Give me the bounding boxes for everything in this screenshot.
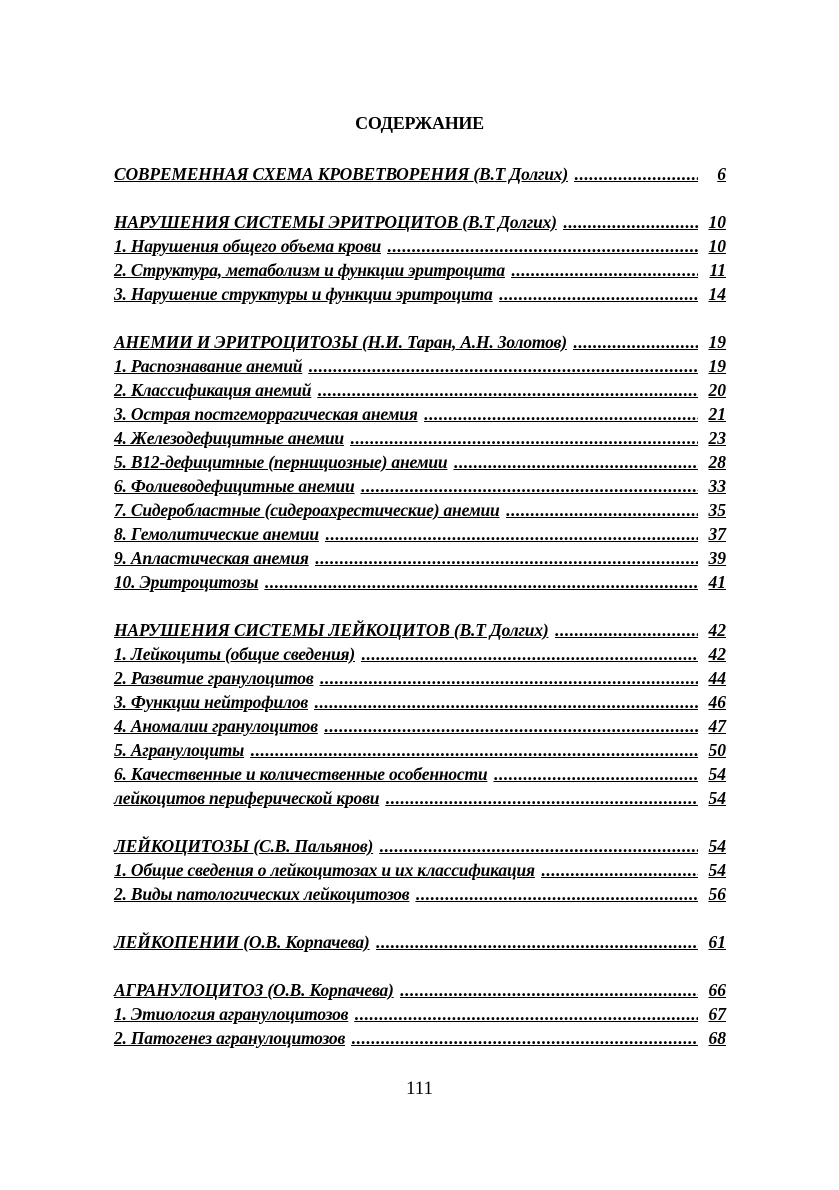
toc-entry-title: 2. Структура, метаболизм и функции эритроцита bbox=[114, 260, 505, 280]
toc-entry-page: 11 bbox=[709, 260, 726, 280]
dot-leader bbox=[555, 618, 699, 642]
dot-leader bbox=[250, 738, 698, 762]
toc-entry-title: 1. Лейкоциты (общие сведения) bbox=[114, 644, 355, 664]
toc-entry[interactable] bbox=[114, 714, 726, 738]
toc-entry-page: 54 bbox=[708, 836, 726, 856]
toc-entry-page: 42 bbox=[708, 644, 726, 664]
toc-entry-title: НАРУШЕНИЯ СИСТЕМЫ ЛЕЙКОЦИТОВ (В.Т Долгих) bbox=[114, 620, 549, 640]
toc-entry-title: ЛЕЙКОПЕНИИ (О.В. Корпачева) bbox=[114, 932, 370, 952]
toc-entry[interactable] bbox=[114, 858, 726, 882]
toc-entry-title: 9. Апластическая анемия bbox=[114, 548, 309, 568]
toc-entry-title: СОВРЕМЕННАЯ СХЕМА КРОВЕТВОРЕНИЯ (В.Т Долгих) bbox=[114, 164, 568, 184]
dot-leader bbox=[493, 762, 698, 786]
toc-entry-page: 56 bbox=[708, 884, 726, 904]
dot-leader bbox=[350, 426, 698, 450]
toc-entry-title: 4. Аномалии гранулоцитов bbox=[114, 716, 318, 736]
toc-entry-page: 50 bbox=[708, 740, 726, 760]
toc-entry[interactable] bbox=[114, 378, 726, 402]
toc-entry-page: 46 bbox=[708, 692, 726, 712]
toc-entry[interactable] bbox=[114, 546, 726, 570]
toc-entry-title: 3. Функции нейтрофилов bbox=[114, 692, 309, 712]
toc-entry[interactable] bbox=[114, 1002, 726, 1026]
toc-entry-page: 47 bbox=[708, 716, 726, 736]
toc-entry-title: 2. Виды патологических лейкоцитозов bbox=[114, 884, 410, 904]
toc-entry-title: 5. Агранулоциты bbox=[114, 740, 245, 760]
toc-entry-title: 1. Распознавание анемий bbox=[114, 356, 303, 376]
toc-section bbox=[114, 162, 726, 186]
toc-entry-title: НАРУШЕНИЯ СИСТЕМЫ ЭРИТРОЦИТОВ (В.Т Долгих) bbox=[114, 212, 557, 232]
dot-leader bbox=[385, 786, 698, 810]
dot-leader bbox=[317, 378, 698, 402]
toc-entry-page: 28 bbox=[708, 452, 726, 472]
dot-leader bbox=[324, 714, 698, 738]
toc-entry-page: 67 bbox=[708, 1004, 726, 1024]
toc-section bbox=[114, 834, 726, 906]
toc-entry[interactable] bbox=[114, 474, 726, 498]
toc-entry[interactable] bbox=[114, 738, 726, 762]
toc-section bbox=[114, 930, 726, 954]
dot-leader bbox=[574, 162, 698, 186]
toc-entry[interactable] bbox=[114, 498, 726, 522]
dot-leader bbox=[264, 570, 698, 594]
dot-leader bbox=[511, 258, 698, 282]
toc-section bbox=[114, 618, 726, 810]
toc-chapter-entry[interactable] bbox=[114, 834, 726, 858]
toc-chapter-entry[interactable] bbox=[114, 978, 726, 1002]
toc-entry-page: 33 bbox=[708, 476, 726, 496]
toc-entry-title: 10. Эритроцитозы bbox=[114, 572, 259, 592]
toc-entry[interactable] bbox=[114, 882, 726, 906]
toc-entry-title: 5. В12-дефицитные (пернициозные) анемии bbox=[114, 452, 448, 472]
dot-leader bbox=[325, 522, 698, 546]
toc-entry-title: лейкоцитов периферической крови bbox=[114, 788, 380, 808]
toc-entry-title: 6. Фолиеводефицитные анемии bbox=[114, 476, 355, 496]
toc-chapter-entry[interactable] bbox=[114, 162, 726, 186]
toc-section bbox=[114, 210, 726, 306]
toc-entry-title: 2. Патогенез агранулоцитозов bbox=[114, 1028, 346, 1048]
page-title: СОДЕРЖАНИЕ bbox=[355, 113, 484, 133]
dot-leader bbox=[379, 834, 698, 858]
toc-entry-title: АГРАНУЛОЦИТОЗ (О.В. Корпачева) bbox=[114, 980, 394, 1000]
toc-entry-page: 54 bbox=[708, 764, 726, 784]
toc-entry-page: 10 bbox=[708, 236, 726, 256]
toc-entry[interactable] bbox=[114, 762, 726, 786]
toc-entry-page: 23 bbox=[708, 428, 726, 448]
toc-entry-page: 6 bbox=[717, 164, 726, 184]
dot-leader bbox=[541, 858, 698, 882]
toc-entry-title: 2. Классификация анемий bbox=[114, 380, 312, 400]
toc-chapter-entry[interactable] bbox=[114, 210, 726, 234]
dot-leader bbox=[563, 210, 698, 234]
dot-leader bbox=[314, 690, 698, 714]
toc-entry-title: 3. Нарушение структуры и функции эритроцита bbox=[114, 284, 493, 304]
toc-entry-page: 39 bbox=[708, 548, 726, 568]
toc-entry-title: 8. Гемолитические анемии bbox=[114, 524, 319, 544]
dot-leader bbox=[315, 546, 698, 570]
dot-leader bbox=[573, 330, 698, 354]
dot-leader bbox=[376, 930, 698, 954]
toc-entry-page: 35 bbox=[708, 500, 726, 520]
toc-entry[interactable] bbox=[114, 1026, 726, 1050]
toc-entry[interactable] bbox=[114, 450, 726, 474]
table-of-contents bbox=[114, 162, 726, 1074]
toc-entry-page: 68 bbox=[708, 1028, 726, 1048]
dot-leader bbox=[424, 402, 698, 426]
toc-entry[interactable] bbox=[114, 642, 726, 666]
toc-entry[interactable] bbox=[114, 354, 726, 378]
toc-entry-page: 54 bbox=[708, 860, 726, 880]
dot-leader bbox=[354, 1002, 698, 1026]
toc-section bbox=[114, 330, 726, 594]
toc-entry-page: 19 bbox=[708, 356, 726, 376]
dot-leader bbox=[308, 354, 698, 378]
toc-entry-title: 3. Острая постгеморрагическая анемия bbox=[114, 404, 418, 424]
dot-leader bbox=[360, 474, 698, 498]
dot-leader bbox=[499, 282, 698, 306]
dot-leader bbox=[319, 666, 698, 690]
dot-leader bbox=[351, 1026, 698, 1050]
toc-chapter-entry[interactable] bbox=[114, 330, 726, 354]
toc-entry[interactable] bbox=[114, 258, 726, 282]
toc-entry[interactable] bbox=[114, 282, 726, 306]
toc-chapter-entry[interactable] bbox=[114, 930, 726, 954]
toc-entry-title: 4. Железодефицитные анемии bbox=[114, 428, 344, 448]
toc-entry-title: 1. Общие сведения о лейкоцитозах и их классификация bbox=[114, 860, 535, 880]
toc-entry-page: 44 bbox=[708, 668, 726, 688]
toc-entry-page: 14 bbox=[708, 284, 726, 304]
toc-entry-title: 6. Качественные и количественные особенности bbox=[114, 764, 488, 784]
toc-entry-title: 1. Нарушения общего объема крови bbox=[114, 236, 381, 256]
dot-leader bbox=[453, 450, 698, 474]
toc-entry-title: 2. Развитие гранулоцитов bbox=[114, 668, 314, 688]
toc-entry-title: АНЕМИИ И ЭРИТРОЦИТОЗЫ (Н.И. Таран, А.Н. Золотов) bbox=[114, 332, 567, 352]
dot-leader bbox=[387, 234, 698, 258]
toc-entry-page: 10 bbox=[708, 212, 726, 232]
toc-entry-title: ЛЕЙКОЦИТОЗЫ (С.В. Пальянов) bbox=[114, 836, 374, 856]
dot-leader bbox=[415, 882, 698, 906]
toc-entry-page: 21 bbox=[708, 404, 726, 424]
toc-entry-page: 37 bbox=[708, 524, 726, 544]
toc-chapter-entry[interactable] bbox=[114, 618, 726, 642]
toc-entry-page: 19 bbox=[708, 332, 726, 352]
toc-entry[interactable] bbox=[114, 570, 726, 594]
toc-entry[interactable] bbox=[114, 234, 726, 258]
toc-section bbox=[114, 978, 726, 1050]
toc-entry-page: 42 bbox=[708, 620, 726, 640]
toc-entry[interactable] bbox=[114, 522, 726, 546]
toc-entry[interactable] bbox=[114, 786, 726, 810]
toc-entry-page: 61 bbox=[708, 932, 726, 952]
toc-entry-page: 66 bbox=[708, 980, 726, 1000]
dot-leader bbox=[400, 978, 698, 1002]
page-number: 111 bbox=[405, 1078, 434, 1099]
toc-entry[interactable] bbox=[114, 402, 726, 426]
dot-leader bbox=[361, 642, 698, 666]
toc-entry-title: 7. Сидеробластные (сидероахрестические) анемии bbox=[114, 500, 500, 520]
toc-entry-page: 20 bbox=[708, 380, 726, 400]
toc-entry[interactable] bbox=[114, 426, 726, 450]
toc-entry-title: 1. Этиология агранулоцитозов bbox=[114, 1004, 349, 1024]
toc-entry-page: 54 bbox=[708, 788, 726, 808]
toc-entry-page: 41 bbox=[708, 572, 726, 592]
toc-entry[interactable] bbox=[114, 666, 726, 690]
dot-leader bbox=[506, 498, 698, 522]
toc-entry[interactable] bbox=[114, 690, 726, 714]
